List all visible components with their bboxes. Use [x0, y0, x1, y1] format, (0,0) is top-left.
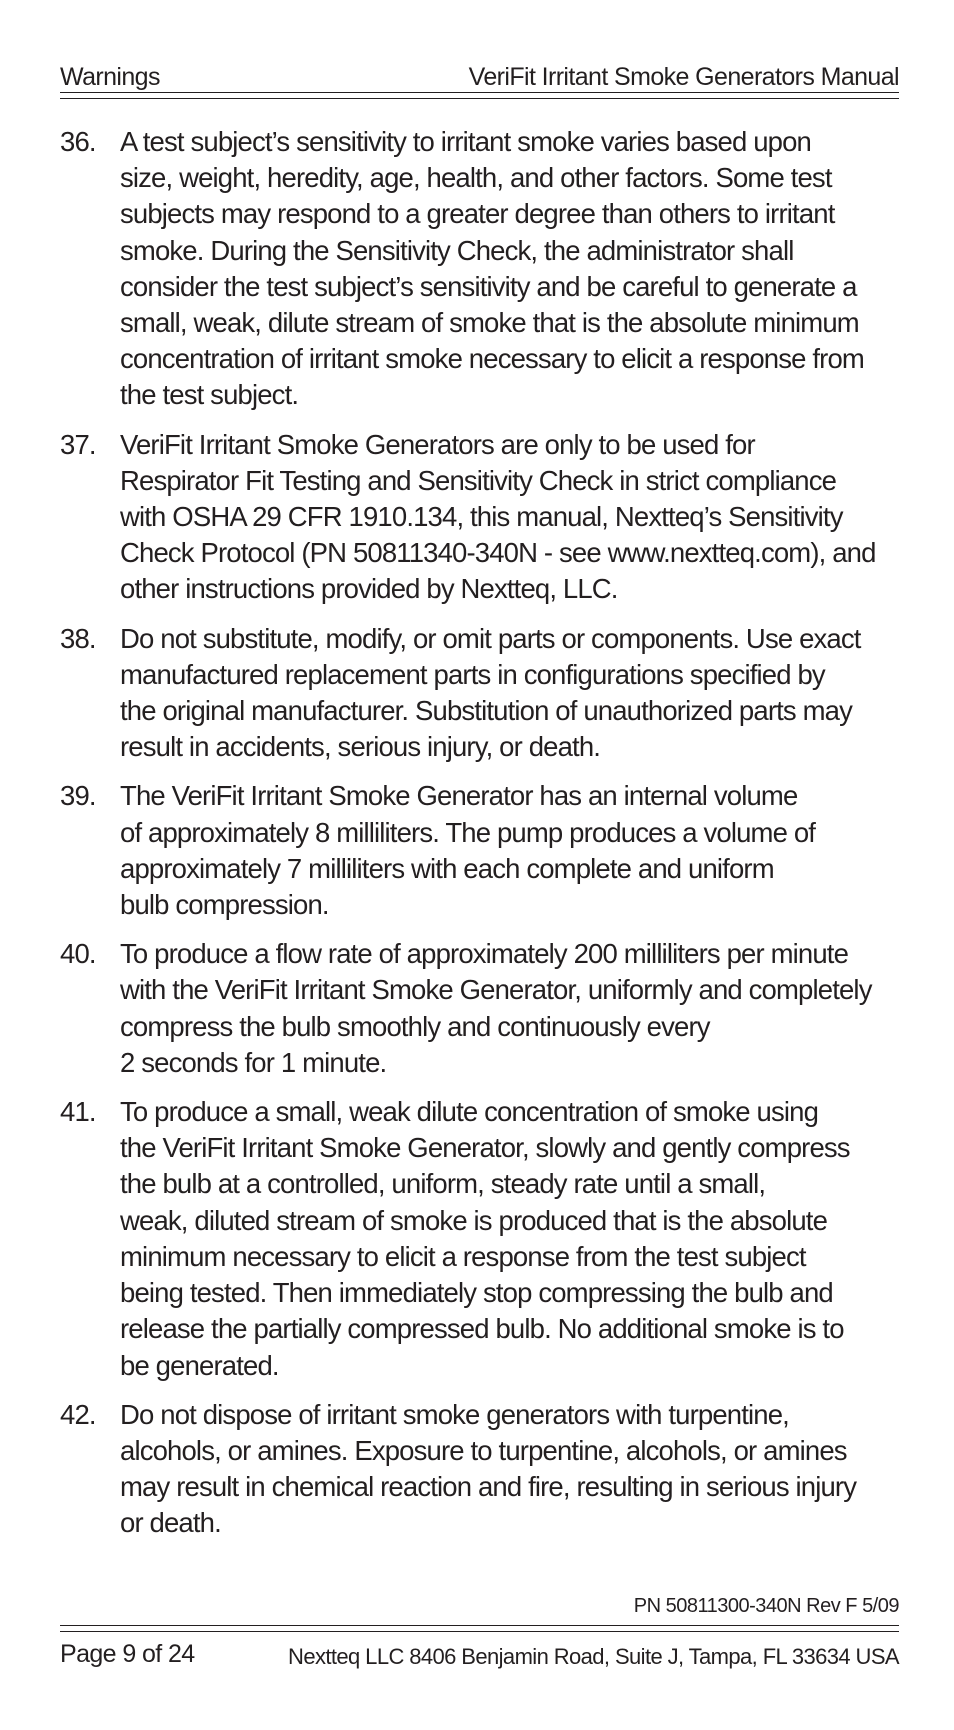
warning-text: A test subject’s sensitivity to irritant smoke varies based upon size, weight, heredity, age, health, and other factors. Some test subjects may respond to a greater degree than others to irritant smoke. During the Sensitivity Check, the administrator shall consider the test subject’s sensitivity and be careful to generate a small, weak, dilute stream of smoke that is the absolute minimum concentration of irritant smoke necessary to elicit a response from the test subject. [120, 126, 864, 411]
footer-double-rule [60, 1625, 899, 1632]
warning-number: 39. [60, 780, 96, 812]
warning-item-38 [60, 621, 899, 766]
warning-number: 36. [60, 126, 96, 157]
header-double-rule [60, 92, 899, 99]
warning-text: VeriFit Irritant Smoke Generators are only to be used for Respirator Fit Testing and Sensitivity Check in strict compliance with OSHA 29 CFR 1910.134, this manual, Nextteq’s Sensitivity Check Protocol (PN 50811340-340N - see www.nextteq.com), and other instructions provided by Nextteq, LLC. [120, 428, 876, 605]
warning-item-39 [60, 778, 899, 923]
warning-number: 42. [60, 1398, 96, 1430]
warning-text: The VeriFit Irritant Smoke Generator has an internal volume of approximately 8 milliliters. The pump produces a volume of approximately 7 milliliters with each complete and uniform bulb compression. [120, 780, 816, 921]
page-number: Page 9 of 24 [60, 1640, 195, 1668]
warning-number: 41. [60, 1096, 96, 1128]
warning-number: 38. [60, 622, 96, 654]
header-manual-title: VeriFit Irritant Smoke Generators Manual [468, 63, 899, 91]
warning-item-41 [60, 1094, 899, 1384]
header-section-title: Warnings [60, 63, 160, 91]
company-address: Nextteq LLC 8406 Benjamin Road, Suite J, Tampa, FL 33634 USA [288, 1644, 899, 1669]
warning-text: Do not dispose of irritant smoke generators with turpentine, alcohols, or amines. Exposure to turpentine, alcohols, or amines may result in chemical reaction and fire, resulting in serious injury or death. [120, 1398, 857, 1539]
warnings-list [60, 124, 899, 1555]
warning-number: 37. [60, 428, 96, 460]
warning-item-42 [60, 1397, 899, 1542]
warning-item-37 [60, 427, 899, 608]
warning-text: To produce a small, weak dilute concentration of smoke using the VeriFit Irritant Smoke Generator, slowly and gently compress the bulb at a controlled, uniform, steady rate until a small, weak, diluted stream of smoke is produced that is the absolute minimum necessary to elicit a response from the test subject being tested. Then immediately stop compressing the bulb and release the partially compressed bulb. No additional smoke is to be generated. [120, 1096, 850, 1381]
page-header [60, 52, 899, 92]
warning-number: 40. [60, 938, 96, 970]
part-number: PN 50811300-340N Rev F 5/09 [633, 1595, 899, 1617]
warning-item-40 [60, 936, 899, 1081]
warning-text: To produce a flow rate of approximately 200 milliliters per minute with the VeriFit Irritant Smoke Generator, uniformly and completely compress the bulb smoothly and continuously every 2 seconds for 1 minute. [120, 938, 872, 1078]
warning-item-36 [60, 124, 899, 414]
warning-text: Do not substitute, modify, or omit parts or components. Use exact manufactured replacement parts in configurations specified by the original manufacturer. Substitution of unauthorized parts may result in accidents, serious injury, or death. [120, 622, 861, 763]
